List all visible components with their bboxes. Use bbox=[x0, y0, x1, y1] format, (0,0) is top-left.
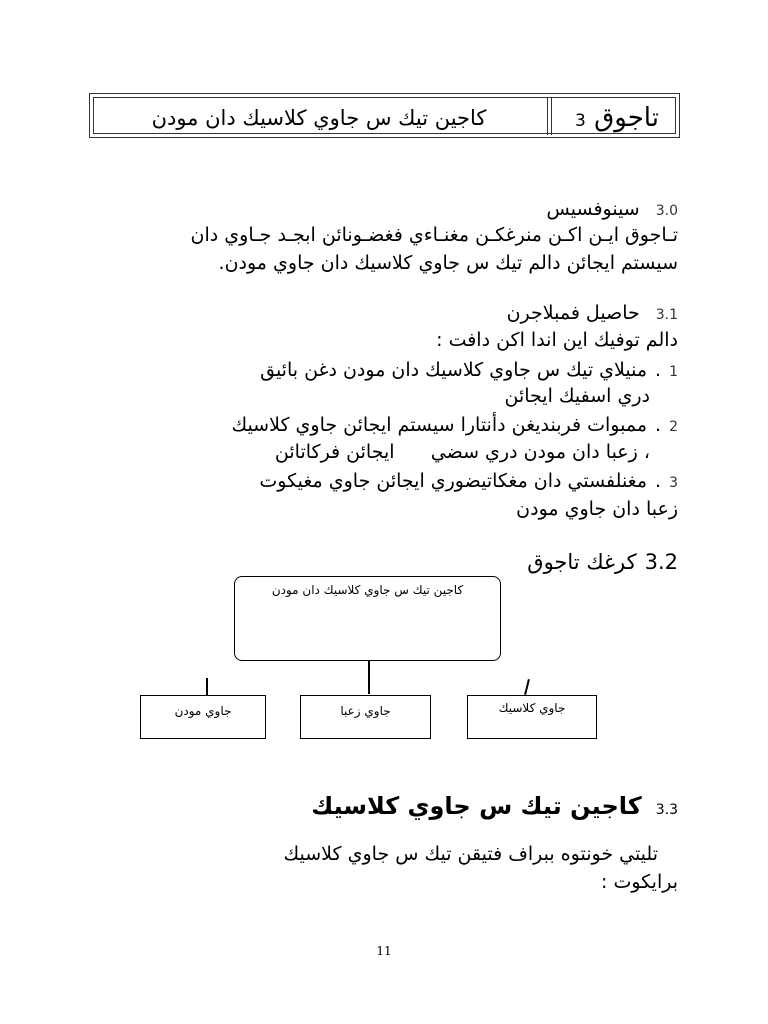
item-text: منيلاي تيك س جاوي كلاسيك دان مودن دغن بائيق bbox=[260, 359, 648, 381]
section-title: كرغك تاجوق bbox=[527, 550, 637, 574]
item-text: مغنلفستي دان مغكاتيضوري ايجائن جاوي مغيكوت bbox=[259, 470, 648, 492]
chapter-title-table bbox=[89, 93, 680, 138]
objective-item-1-cont: دري اسفيك ايجائن bbox=[504, 385, 650, 407]
section-title: حاصيل فمبلاجرن bbox=[506, 302, 640, 324]
section-title: كاجين تيك س جاوي كلاسيك bbox=[311, 792, 642, 820]
section-3-0-heading bbox=[547, 196, 678, 224]
section-3-0-line-2: سيستم ايجائن دالم تيك س جاوي كلاسيك دان جاوي مودن. bbox=[218, 252, 678, 274]
objective-item-3-cont: زعبا دان جاوي مودن bbox=[516, 498, 678, 520]
title-table-inner-border bbox=[93, 97, 676, 134]
section-3-0-line-1: تـاجوق ايـن اكـن منرغكـن مغنـاءي فغضـونائن ابجـد جـاوي دان bbox=[190, 224, 678, 246]
diagram-child-label: جاوي زعبا bbox=[340, 704, 391, 718]
section-number: 3.0 bbox=[655, 203, 678, 219]
diagram-child-label: جاوي كلاسيك bbox=[498, 701, 566, 715]
diagram-connector-left bbox=[206, 678, 208, 695]
item-number: 3 bbox=[669, 475, 678, 491]
title-table-divider bbox=[547, 98, 552, 135]
section-title: سينوفسيس bbox=[546, 198, 640, 220]
diagram-root-label: كاجين تيك س جاوي كلاسيك دان مودن bbox=[271, 583, 464, 597]
chapter-label: تاجوق bbox=[594, 103, 659, 133]
diagram-connector-center bbox=[368, 661, 370, 694]
diagram-child-modern bbox=[140, 695, 266, 739]
objective-item-2-cont: ، زعبا دان مودن دري سضي ايجائن فركاتائن bbox=[274, 441, 650, 463]
diagram-root-box bbox=[234, 576, 501, 661]
diagram-child-classic bbox=[467, 695, 597, 739]
item-number: 2 bbox=[669, 419, 678, 435]
section-number: 3.3 bbox=[655, 802, 678, 818]
item-number: 1 bbox=[669, 364, 678, 380]
section-3-1-intro: دالم توفيك اين اندا اكن دافت : bbox=[436, 329, 678, 351]
item-text: ممبوات فربنديغن دأنتارا سيستم ايجائن جاوي كلاسيك bbox=[231, 414, 648, 436]
objective-item-1: 1.منيلاي تيك س جاوي كلاسيك دان مودن دغن بائيق bbox=[260, 359, 678, 381]
section-3-3-line-1: تليتي خونتوه ببراف فتيقن تيك س جاوي كلاسيك bbox=[283, 843, 658, 865]
section-3-3-heading bbox=[311, 790, 678, 826]
diagram-connector-right bbox=[524, 679, 530, 695]
objective-item-3: 3.مغنلفستي دان مغكاتيضوري ايجائن جاوي مغيكوت bbox=[259, 470, 678, 492]
chapter-label-cell bbox=[559, 101, 669, 135]
page-number: 11 bbox=[376, 944, 392, 958]
section-number: 3.2 bbox=[644, 550, 678, 574]
section-3-1-heading bbox=[507, 300, 678, 328]
chapter-number: 3 bbox=[575, 111, 586, 131]
chapter-title: كاجين تيك س جاوي كلاسيك دان مودن bbox=[151, 106, 487, 130]
diagram-child-zaaba bbox=[300, 695, 431, 739]
diagram-child-label: جاوي مودن bbox=[174, 704, 232, 718]
section-3-2-heading bbox=[527, 548, 678, 576]
section-number: 3.1 bbox=[655, 307, 678, 323]
section-3-3-line-2: برايكوت : bbox=[601, 871, 678, 893]
objective-item-2: 2.ممبوات فربنديغن دأنتارا سيستم ايجائن جاوي كلاسيك bbox=[231, 414, 678, 436]
